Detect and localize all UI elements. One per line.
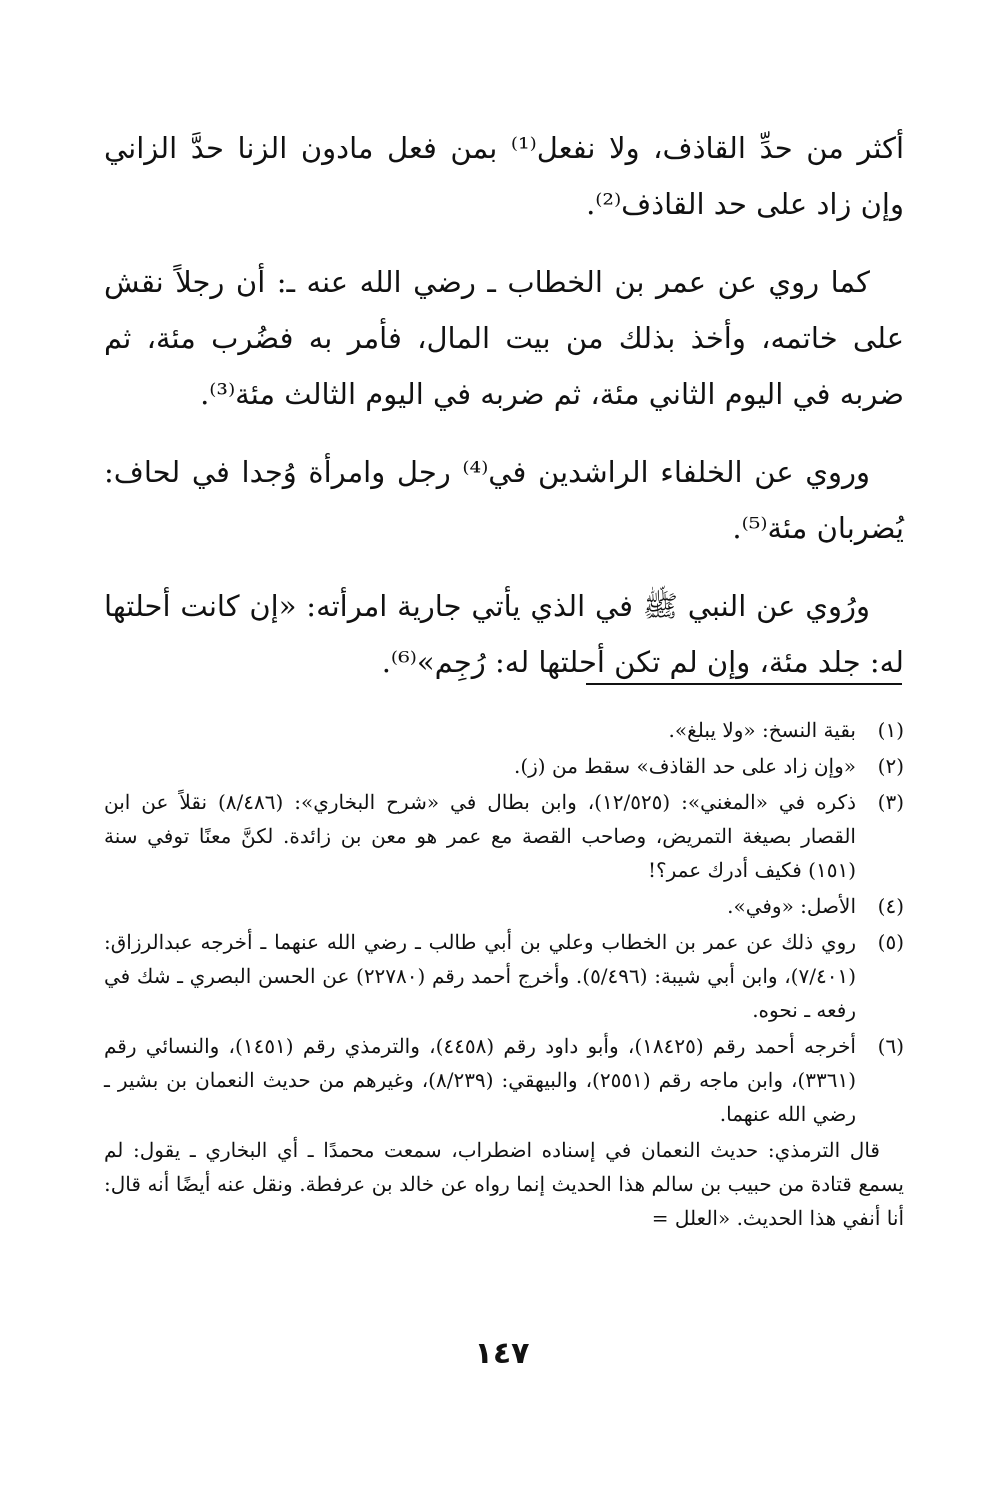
footnote-4 — [104, 889, 904, 923]
footnote-number: (٤) — [877, 894, 904, 918]
footnote-text: أخرجه أحمد رقم (١٨٤٢٥)، وأبو داود رقم (٤٤٥٨)، والترمذي رقم (١٤٥١)، والنسائي رقم (٣٣٦١)، وابن ماجه رقم (٢٥٥١)، والبيهقي: (٨/٢٣٩)، وغيرهم من حديث النعمان بن بشير ـ رضي الله عنهما. — [104, 1034, 856, 1126]
footnote-number: (٥) — [877, 930, 904, 954]
footnote-2 — [104, 749, 904, 783]
footnote-1 — [104, 713, 904, 747]
paragraph-1: أكثر من حدِّ القاذف، ولا نفعل⁽¹⁾ بمن فعل مادون الزنا حدَّ الزاني وإن زاد على حد القاذف⁽²⁾. — [104, 131, 905, 221]
paragraph-3: وروي عن الخلفاء الراشدين في⁽⁴⁾ رجل وامرأة وُجدا في لحاف: يُضربان مئة⁽⁵⁾. — [104, 455, 904, 545]
footnote-number: (٣) — [877, 790, 904, 814]
footnote-text: ذكره في «المغني»: (١٢/٥٢٥)، وابن بطال في «شرح البخاري»: (٨/٤٨٦) نقلاً عن ابن القصار بصيغة التمريض، وصاحب القصة مع عمر هو معن بن زائدة. لكنَّ معنًا توفي سنة (١٥١) فكيف أدرك عمر؟! — [104, 790, 857, 882]
main-text — [104, 120, 904, 712]
footnote-text: بقية النسخ: «ولا يبلغ». — [668, 718, 856, 742]
footnote-6 — [104, 1029, 904, 1131]
paragraph-4: ورُوي عن النبي ﷺ في الذي يأتي جارية امرأته: «إن كانت أحلتها له: جلد مئة، وإن لم تكن أحلتها له: رُجِم»⁽⁶⁾. — [104, 589, 904, 679]
footnote-5 — [104, 925, 904, 1027]
paragraph-2: كما روي عن عمر بن الخطاب ـ رضي الله عنه ـ: أن رجلاً نقش على خاتمه، وأخذ بذلك من بيت المال، فأمر به فضُرب مئة، ثم ضربه في اليوم الثاني مئة، ثم ضربه في اليوم الثالث مئة⁽³⁾. — [104, 265, 904, 411]
footnote-separator — [586, 683, 902, 685]
footnote-number: (١) — [877, 718, 904, 742]
footnote-number: (٢) — [877, 754, 904, 778]
footnote-3 — [104, 785, 904, 887]
footnote-number: (٦) — [877, 1034, 904, 1058]
footnote-6-continuation: قال الترمذي: حديث النعمان في إسناده اضطراب، سمعت محمدًا ـ أي البخاري ـ يقول: لم يسمع قتادة من حبيب بن سالم هذا الحديث إنما رواه عن خالد بن عرفطة. ونقل عنه أيضًا أنه قال: أنا أنفي هذا الحديث. «العلل = — [104, 1138, 904, 1230]
footnote-text: «وإن زاد على حد القاذف» سقط من (ز). — [513, 754, 856, 778]
page-number: ١٤٧ — [474, 1336, 530, 1371]
footnote-text: الأصل: «وفي». — [727, 894, 856, 918]
footnotes — [104, 713, 904, 1235]
footnote-text: روي ذلك عن عمر بن الخطاب وعلي بن أبي طالب ـ رضي الله عنهما ـ أخرجه عبدالرزاق: (٧/٤٠١)، وابن أبي شيبة: (٥/٤٩٦). وأخرج أحمد رقم (٢٢٧٨٠) عن الحسن البصري ـ شك في رفعه ـ نحوه. — [104, 930, 856, 1022]
